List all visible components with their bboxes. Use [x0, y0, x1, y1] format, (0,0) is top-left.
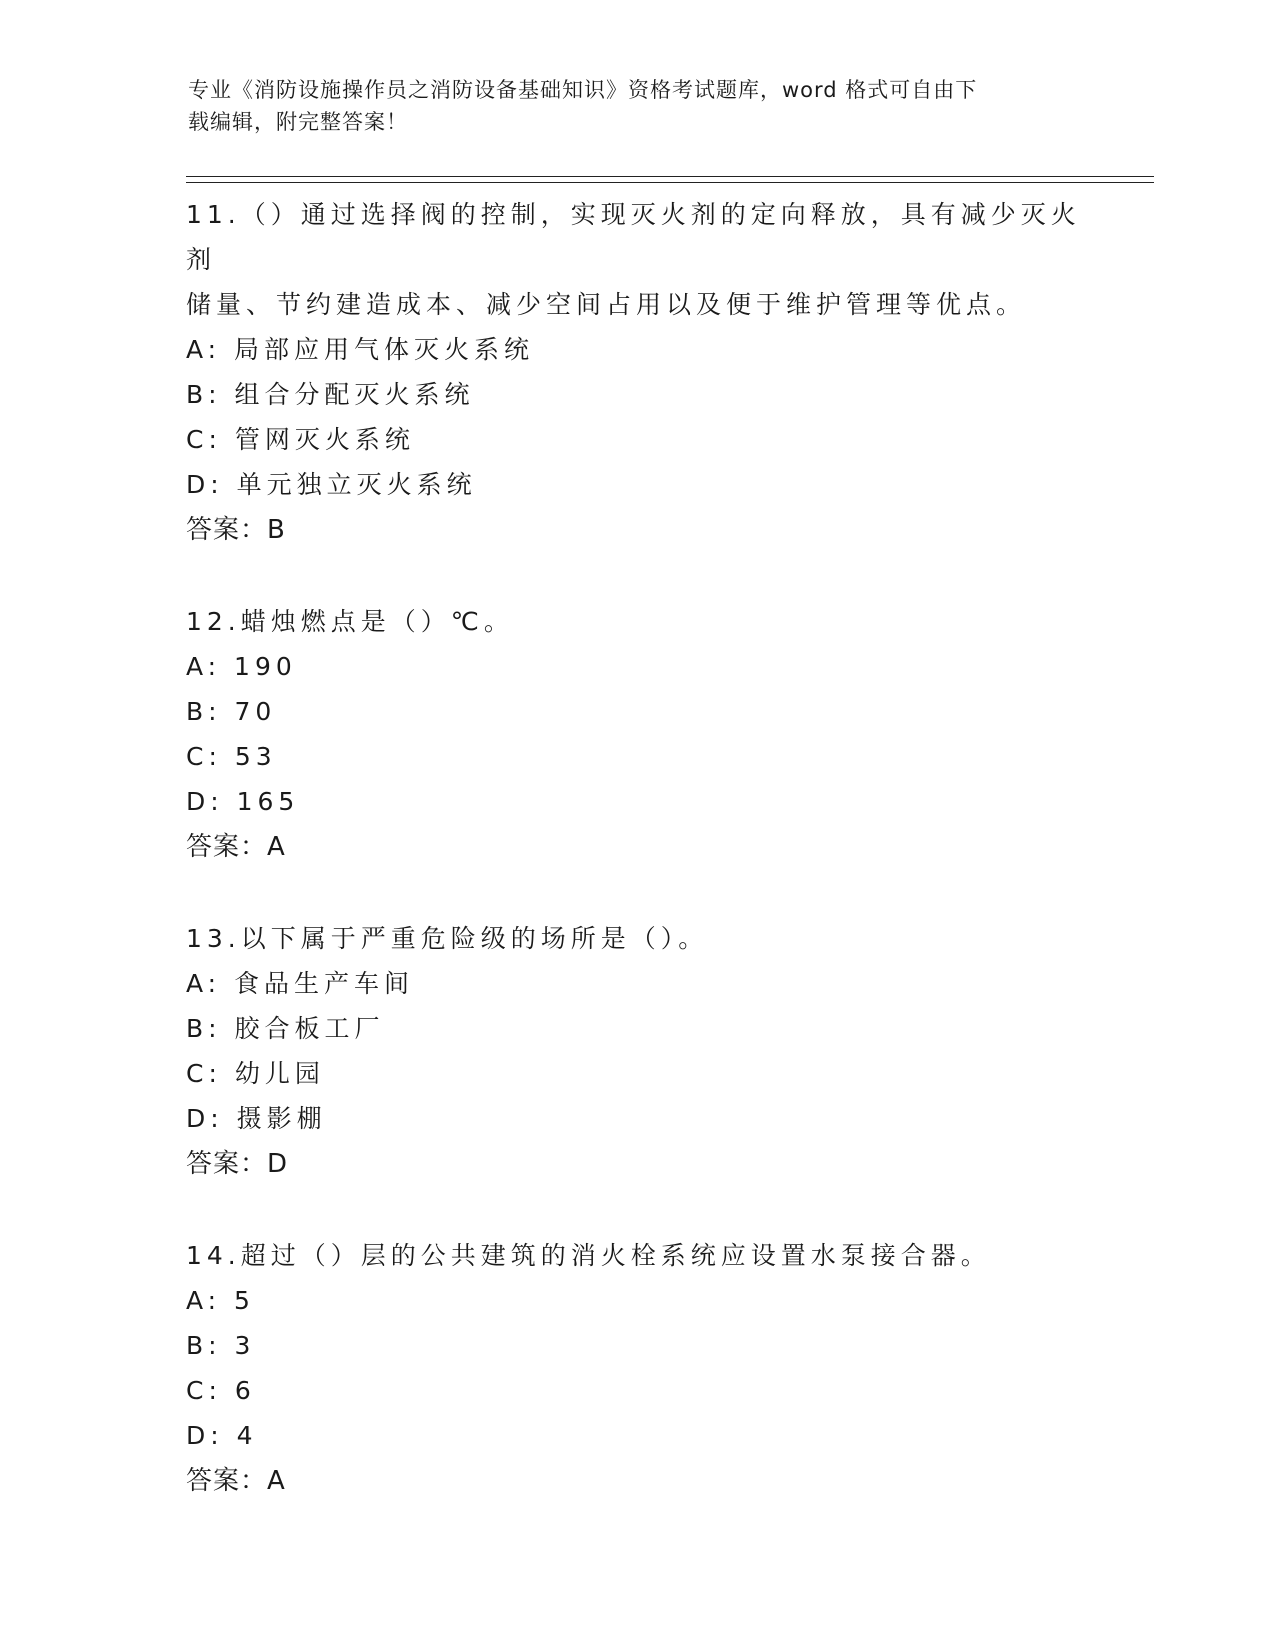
header-line-1: 专业《消防设施操作员之消防设备基础知识》资格考试题库，word 格式可自由下	[188, 78, 978, 102]
option-d: D: 4	[186, 1421, 258, 1450]
option-a: A: 局部应用气体灭火系统	[186, 335, 535, 364]
option-b: B: 70	[186, 697, 277, 726]
option-b: B: 3	[186, 1331, 256, 1360]
option-d: D: 单元独立灭火系统	[186, 470, 477, 499]
header-divider-bottom	[186, 182, 1154, 183]
question-stem-continued: 储量、节约建造成本、减少空间占用以及便于维护管理等优点。	[186, 290, 1027, 319]
option-a: A: 食品生产车间	[186, 969, 415, 998]
question-11	[186, 192, 1086, 553]
question-stem: 12.蜡烛燃点是（）℃。	[186, 607, 514, 636]
option-d: D: 摄影棚	[186, 1104, 327, 1133]
option-d: D: 165	[186, 787, 300, 816]
answer-line: 答案：A	[186, 832, 286, 862]
answer-line: 答案：D	[186, 1149, 289, 1179]
question-13	[186, 916, 1086, 1187]
question-stem: 13.以下属于严重危险级的场所是（）。	[186, 924, 709, 953]
answer-line: 答案：B	[186, 515, 286, 545]
option-c: C: 53	[186, 742, 277, 771]
option-c: C: 6	[186, 1376, 256, 1405]
question-stem: 14.超过（）层的公共建筑的消火栓系统应设置水泵接合器。	[186, 1241, 991, 1270]
option-b: B: 组合分配灭火系统	[186, 380, 475, 409]
question-14	[186, 1233, 1086, 1504]
option-b: B: 胶合板工厂	[186, 1014, 385, 1043]
option-c: C: 幼儿园	[186, 1059, 325, 1088]
option-c: C: 管网灭火系统	[186, 425, 415, 454]
header-line-2: 载编辑，附完整答案！	[188, 110, 408, 134]
option-a: A: 5	[186, 1286, 255, 1315]
document-header	[188, 74, 1068, 138]
header-divider-top	[186, 176, 1154, 177]
answer-line: 答案：A	[186, 1466, 286, 1496]
question-stem: 11.（）通过选择阀的控制，实现灭火剂的定向释放，具有减少灭火剂	[186, 200, 1081, 274]
question-list	[186, 192, 1086, 1550]
question-12	[186, 599, 1086, 870]
option-a: A: 190	[186, 652, 297, 681]
